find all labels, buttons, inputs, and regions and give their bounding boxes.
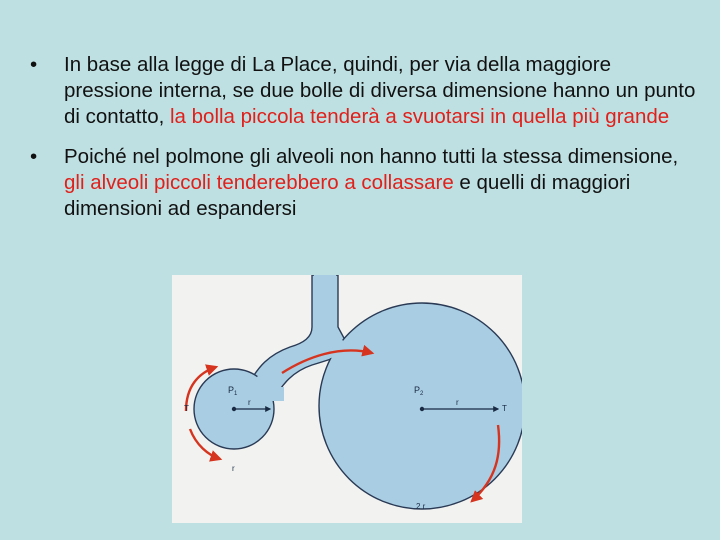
large-center-dot xyxy=(420,407,424,411)
label-r-large: r xyxy=(456,398,459,407)
label-p1: $P_1$ xyxy=(228,385,238,397)
bullet-list xyxy=(30,52,700,236)
label-r-small: r xyxy=(248,398,251,407)
bullet-marker: • xyxy=(30,145,38,168)
bullet-text-after: e quelli di maggiori dimensioni ad espandersi xyxy=(64,171,631,220)
bullet-text: In base alla legge di La Place, quindi, per via della maggiore pressione interna, se due bolle di diversa dimensione hanno un punto di contatto, xyxy=(64,53,696,128)
label-t-right: T xyxy=(502,404,507,413)
bullet-highlight: la bolla piccola tenderà a svuotarsi in quella più grande xyxy=(169,105,670,128)
bullet-marker: • xyxy=(30,53,38,76)
label-p2: $P_2$ xyxy=(414,385,424,397)
bullet-item-laplace xyxy=(30,52,700,130)
bubble-diagram-svg xyxy=(172,275,522,523)
label-t-left: T xyxy=(184,404,189,413)
bubble-diagram xyxy=(172,275,522,523)
label-r-below: r xyxy=(232,464,235,473)
bullet-item-alveoli xyxy=(30,144,700,222)
label-2r: 2 r xyxy=(416,502,426,511)
bullet-highlight: gli alveoli piccoli tenderebbero a collassare xyxy=(64,171,454,194)
bullet-text: Poiché nel polmone gli alveoli non hanno tutti la stessa dimensione, xyxy=(64,145,679,168)
small-center-dot xyxy=(232,407,236,411)
